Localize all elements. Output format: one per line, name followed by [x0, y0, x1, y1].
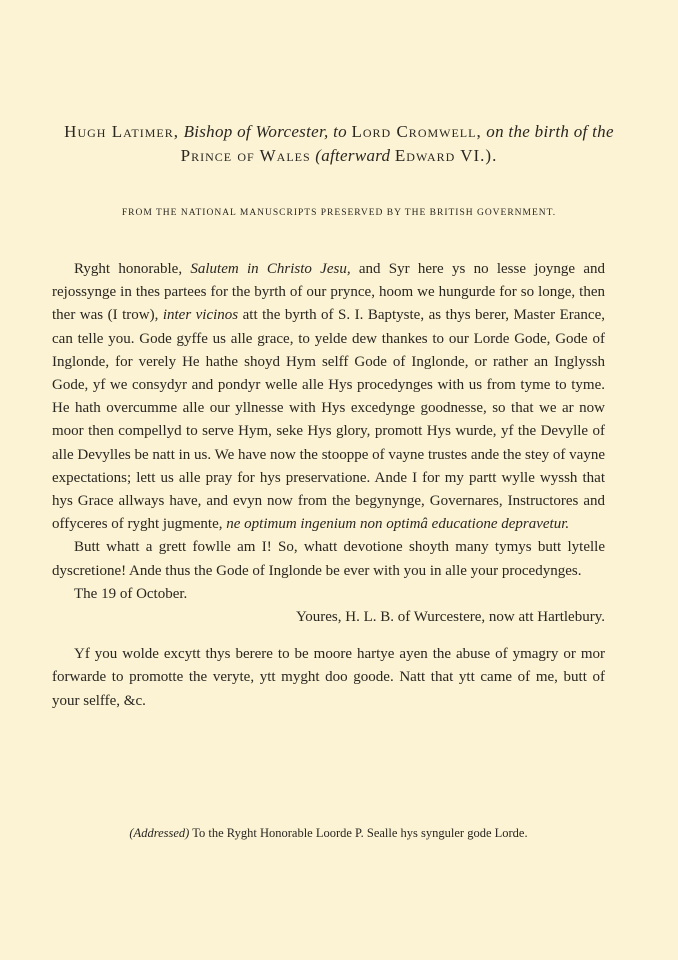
paragraph-main	[52, 258, 605, 536]
title-recipient: Lord Cromwell,	[351, 122, 482, 141]
letter-body	[52, 258, 605, 713]
source-note: FROM THE NATIONAL MANUSCRIPTS PRESERVED BY THE BRITISH GOVERNMENT.	[121, 208, 557, 218]
latin-salutem: Salutem in Christo Jesu,	[190, 261, 351, 277]
paragraph-second: Butt whatt a grett fowlle am I! So, whatt devotione shoyth many tymys butt lytelle dyscretione! Ande thus the Gode of Inglonde be ever with you in alle your procedynges.	[52, 539, 605, 579]
text-segment: and Syr here ys no lesse joynge and rejossynge in thes partees for the byrth of our prynce, hoom we hungurde for so longe, then ther was (I trow),	[52, 261, 606, 324]
letter-signature: Youres, H. L. B. of Wurcestere, now att Hartlebury.	[295, 609, 605, 626]
latin-inter-vicinos: inter vicinos	[162, 307, 239, 324]
title-edward: Edward VI.).	[394, 146, 498, 165]
text-segment: att the byrth of S. I. Baptyste, as thys berer, Master Erance, can telle you. Gode gyffe us alle grace, to yelde dew thankes to our Lorde Gode, Gode of Inglonde, for verely He hathe shoyd Hym selff Gode of Inglonde, or rather an Inglyssh Gode, yf we consydyr and pondyr welle alle Hys procedynges with us from tyme to tyme. He hath overcumme alle our yllnesse with Hys excedynge goodnesse, so that we ar now moor then compellyd to serve Hym, seke Hys glory, promott Hys wurde, yf the Devylle of alle Devylles be natt in us. We have now the stooppe of vayne trustes ande the stey of vayne expectations; lett us alle pray for hys preservatione. Ande I for my partt wylle wyssh that hys Grace allways have, and evyn now from the begynynge, Governares, Instructores and offyceres of ryght jugmente,	[52, 307, 605, 533]
title-author: Hugh Latimer,	[64, 122, 179, 141]
latin-ne-optimum: ne optimum ingenium non optimâ educatione depravetur.	[226, 516, 570, 533]
postscript: Yf you wolde excytt thys berere to be moore hartye ayen the abuse of ymagry or mor forwarde to promotte the veryte, ytt myght doo goode. Natt that ytt came of me, butt of your selffe, &c.	[52, 646, 605, 709]
title-role: Bishop of Worcester, to	[183, 122, 347, 141]
salutation: Ryght honorable,	[74, 261, 183, 277]
address-line	[52, 826, 605, 841]
letter-title	[40, 120, 638, 168]
address-label: (Addressed)	[129, 826, 190, 840]
title-afterward: (afterward	[315, 146, 391, 165]
letter-date: The 19 of October.	[74, 585, 188, 602]
title-occasion: on the birth of the	[486, 122, 614, 141]
title-prince: Prince of Wales	[180, 146, 311, 165]
address-text: To the Ryght Honorable Loorde P. Sealle hys synguler gode Lorde.	[192, 826, 528, 840]
